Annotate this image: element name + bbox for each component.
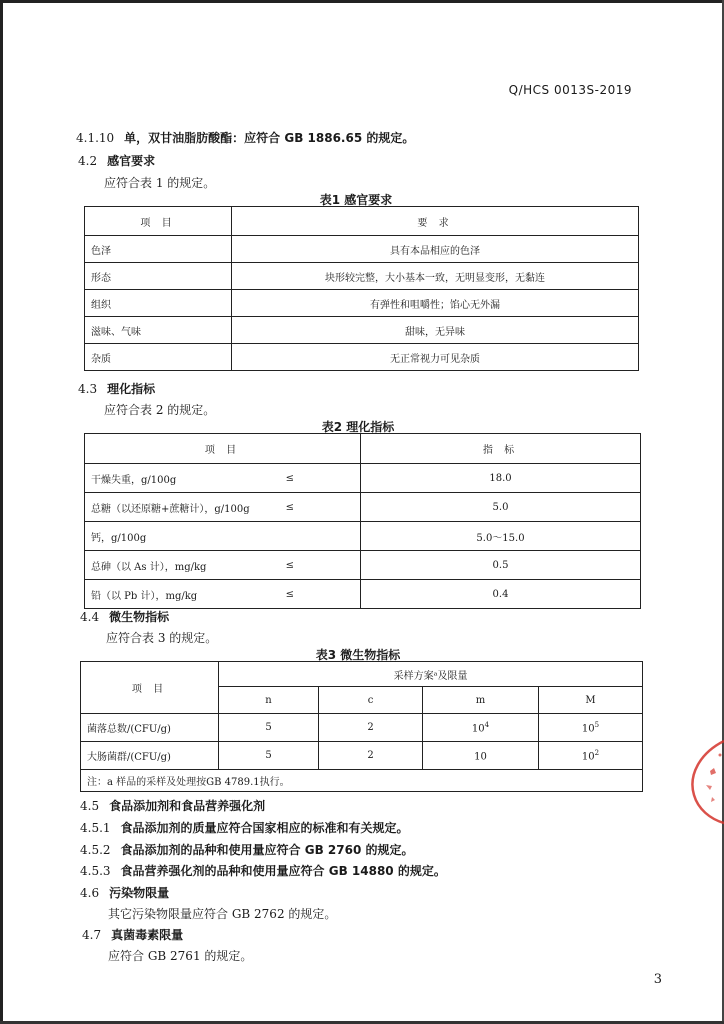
table-header-row <box>85 207 639 236</box>
m-value <box>423 742 539 770</box>
item-name: 干燥失重，g/100g <box>91 474 177 486</box>
c-value: 2 <box>319 714 423 742</box>
clause-number: 4.1.10 <box>76 131 115 145</box>
section-number: 4.7 <box>82 928 102 942</box>
item-name: 钙，g/100g <box>91 532 147 544</box>
sub-header-cell: n <box>219 687 319 714</box>
table-header-row <box>85 434 641 464</box>
section-title: 感官要求 <box>107 154 156 168</box>
section-number: 4.6 <box>80 886 100 900</box>
section-4-6-body: 其它污染物限量应符合 GB 2762 的规定。 <box>108 907 337 921</box>
clause-number: 4.5.1 <box>80 821 111 835</box>
clause-text: 食品添加剂的质量应符合国家相应的标准和有关规定。 <box>120 821 409 835</box>
section-4-2-heading <box>78 152 155 169</box>
section-4-3-heading <box>78 380 155 397</box>
row-label <box>85 580 361 609</box>
header-cell: 要 求 <box>232 207 639 236</box>
table-row <box>85 464 641 493</box>
table-1 <box>84 206 639 371</box>
row-label <box>85 464 361 493</box>
sub-header-cell: c <box>319 687 423 714</box>
table-row <box>85 263 639 290</box>
n-value: 5 <box>219 714 319 742</box>
section-4-5-heading <box>80 797 265 814</box>
section-title: 微生物指标 <box>109 610 170 624</box>
M-value <box>539 742 643 770</box>
m-base: 10 <box>471 723 485 735</box>
table-1-caption: 表1 感官要求 <box>319 193 393 207</box>
m-exponent: 4 <box>484 720 490 729</box>
row-value: 0.5 <box>361 551 641 580</box>
comparison-operator: ≤ <box>285 559 294 571</box>
header-cell: 指 标 <box>361 434 641 464</box>
header-cell: 项 目 <box>85 207 232 236</box>
section-number: 4.3 <box>78 382 98 396</box>
M-exponent: 2 <box>594 748 600 757</box>
row-value: 0.4 <box>361 580 641 609</box>
clause-text: 单，双甘油脂肪酸酯：应符合 GB 1886.65 的规定。 <box>124 131 415 145</box>
row-value: 5.0 <box>361 493 641 522</box>
section-4-4-body: 应符合表 3 的规定。 <box>106 631 218 645</box>
table-row <box>85 344 639 371</box>
comparison-operator: ≤ <box>285 472 294 484</box>
row-label: 大肠菌群/(CFU/g) <box>81 742 219 770</box>
clause-4-5-3 <box>80 862 446 879</box>
section-4-7-body: 应符合 GB 2761 的规定。 <box>108 949 253 963</box>
scan-edge <box>0 0 3 1024</box>
section-4-3-body: 应符合表 2 的规定。 <box>104 403 216 417</box>
item-name: 总糖（以还原糖+蔗糖计），g/100g <box>91 503 250 515</box>
header-cell: 采样方案ᵃ及限量 <box>219 662 643 687</box>
row-value: 块形较完整，大小基本一致，无明显变形，无黏连 <box>232 263 639 290</box>
row-label: 杂质 <box>85 344 232 371</box>
section-4-7-heading <box>82 926 183 943</box>
page-number: 3 <box>653 972 662 987</box>
row-value: 甜味，无异味 <box>232 317 639 344</box>
sub-header-cell: m <box>423 687 539 714</box>
c-value: 2 <box>319 742 423 770</box>
header-cell: 项 目 <box>85 434 361 464</box>
table-row <box>85 236 639 263</box>
table-3 <box>80 661 643 792</box>
red-seal-stamp-fragment <box>680 735 724 825</box>
table-note-row <box>81 770 643 792</box>
clause-number: 4.5.2 <box>80 843 111 857</box>
comparison-operator: ≤ <box>285 501 294 513</box>
section-title: 食品添加剂和食品营养强化剂 <box>109 799 266 813</box>
table-header-row <box>81 662 643 687</box>
row-label <box>85 522 361 551</box>
row-value: 具有本品相应的色泽 <box>232 236 639 263</box>
row-value: 无正常视力可见杂质 <box>232 344 639 371</box>
M-base: 10 <box>581 723 595 735</box>
table-note: 注：a 样品的采样及处理按GB 4789.1执行。 <box>81 770 643 792</box>
standard-code: Q/HCS 0013S-2019 <box>508 83 632 97</box>
section-title: 真菌毒素限量 <box>111 928 184 942</box>
table-2 <box>84 433 641 609</box>
section-number: 4.5 <box>80 799 100 813</box>
header-cell: 项 目 <box>81 662 219 714</box>
comparison-operator: ≤ <box>285 588 294 600</box>
item-name: 铅（以 Pb 计），mg/kg <box>91 590 198 602</box>
section-number: 4.4 <box>80 610 100 624</box>
row-label: 色泽 <box>85 236 232 263</box>
row-label: 滋味、气味 <box>85 317 232 344</box>
section-title: 污染物限量 <box>109 886 170 900</box>
m-base: 10 <box>474 751 487 763</box>
table-row <box>85 522 641 551</box>
M-value <box>539 714 643 742</box>
clause-number: 4.5.3 <box>80 864 111 878</box>
clause-text: 食品添加剂的品种和使用量应符合 GB 2760 的规定。 <box>120 843 414 857</box>
section-title: 理化指标 <box>107 382 156 396</box>
row-value: 18.0 <box>361 464 641 493</box>
table-row <box>85 580 641 609</box>
clause-4-5-2 <box>80 841 413 858</box>
M-base: 10 <box>581 751 595 763</box>
section-4-2-body: 应符合表 1 的规定。 <box>104 176 216 190</box>
scan-edge <box>0 0 724 3</box>
table-row <box>85 551 641 580</box>
clause-4-1-10 <box>76 129 414 146</box>
sub-header-cell: M <box>539 687 643 714</box>
section-4-4-heading <box>80 608 169 625</box>
M-exponent: 5 <box>594 720 600 729</box>
row-label: 组织 <box>85 290 232 317</box>
table-row <box>81 742 643 770</box>
section-number: 4.2 <box>78 154 98 168</box>
n-value: 5 <box>219 742 319 770</box>
row-value: 有弹性和咀嚼性；馅心无外漏 <box>232 290 639 317</box>
table-row <box>85 290 639 317</box>
row-label <box>85 551 361 580</box>
row-value: 5.0～15.0 <box>361 522 641 551</box>
m-value <box>423 714 539 742</box>
row-label <box>85 493 361 522</box>
row-label: 形态 <box>85 263 232 290</box>
section-4-6-heading <box>80 884 169 901</box>
clause-4-5-1 <box>80 819 409 836</box>
table-2-caption: 表2 理化指标 <box>321 420 395 434</box>
table-row <box>81 714 643 742</box>
table-row <box>85 317 639 344</box>
row-label: 菌落总数/(CFU/g) <box>81 714 219 742</box>
table-row <box>85 493 641 522</box>
item-name: 总砷（以 As 计），mg/kg <box>91 561 207 573</box>
table-3-caption: 表3 微生物指标 <box>315 648 401 662</box>
clause-text: 食品营养强化剂的品种和使用量应符合 GB 14880 的规定。 <box>120 864 446 878</box>
